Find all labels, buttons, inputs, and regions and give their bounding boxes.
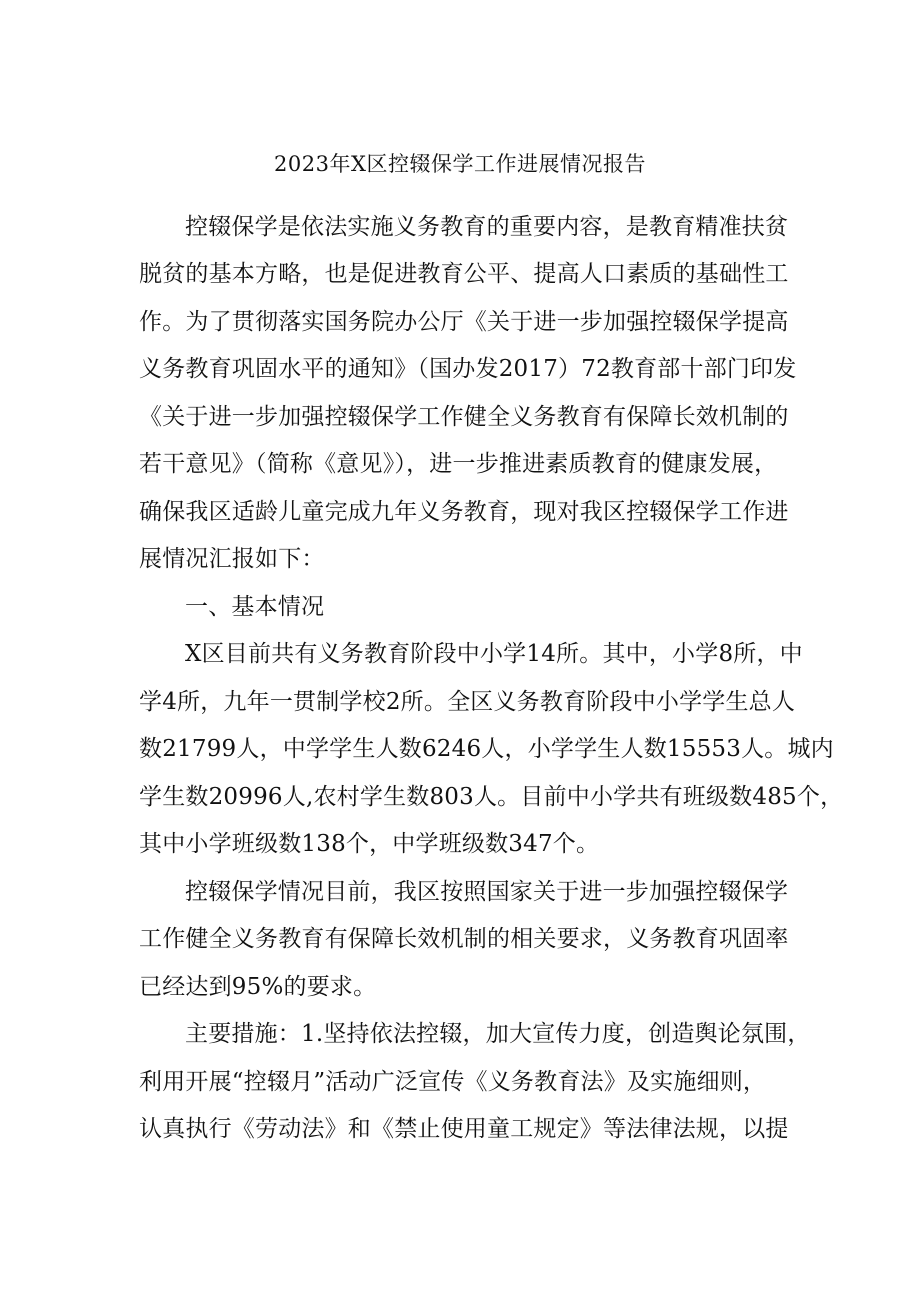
paragraph-line: 义务教育巩固水平的通知》（国办发2017）72教育部十部门印发	[139, 356, 797, 382]
paragraph-line: 展情况汇报如下：	[139, 546, 325, 572]
paragraph-line: 作。为了贯彻落实国务院办公厅《关于进一步加强控辍保学提高	[139, 309, 789, 335]
paragraph-line: 其中小学班级数138个，中学班级数347个。	[139, 831, 600, 857]
paragraph-line: 学4所，九年一贯制学校2所。全区义务教育阶段中小学学生总人	[139, 689, 796, 715]
paragraph-line: 数21799人，中学学生人数6246人，小学学生人数15553人。城内	[139, 736, 834, 762]
paragraph-line: 认真执行《劳动法》和《禁止使用童工规定》等法律法规，以提	[139, 1116, 789, 1142]
paragraph-line: 确保我区适龄儿童完成九年义务教育，现对我区控辍保学工作进	[139, 499, 789, 525]
paragraph-line: 工作健全义务教育有保障长效机制的相关要求，义务教育巩固率	[139, 926, 789, 952]
paragraph-line: 学生数20996人,农村学生数803人。目前中小学共有班级数485个，	[139, 784, 844, 810]
paragraph-line: 利用开展“控辍月”活动广泛宣传《义务教育法》及实施细则，	[139, 1069, 767, 1095]
paragraph-line: 若干意见》（简称《意见》），进一步推进素质教育的健康发展，	[139, 451, 778, 477]
paragraph-line: X区目前共有义务教育阶段中小学14所。其中，小学8所，中	[185, 641, 803, 667]
document-title: 2023年X区控辍保学工作进展情况报告	[274, 152, 646, 176]
section-heading: 一、基本情况	[185, 594, 325, 620]
paragraph-line: 控辍保学是依法实施义务教育的重要内容，是教育精准扶贫	[185, 214, 789, 240]
paragraph-line: 已经达到95%的要求。	[139, 974, 377, 1000]
paragraph-line: 《关于进一步加强控辍保学工作健全义务教育有保障长效机制的	[139, 404, 789, 430]
paragraph-line: 脱贫的基本方略，也是促进教育公平、提高人口素质的基础性工	[139, 261, 789, 287]
paragraph-line: 主要措施：1.坚持依法控辍，加大宣传力度，创造舆论氛围，	[185, 1021, 811, 1047]
paragraph-line: 控辍保学情况目前，我区按照国家关于进一步加强控辍保学	[185, 879, 789, 905]
